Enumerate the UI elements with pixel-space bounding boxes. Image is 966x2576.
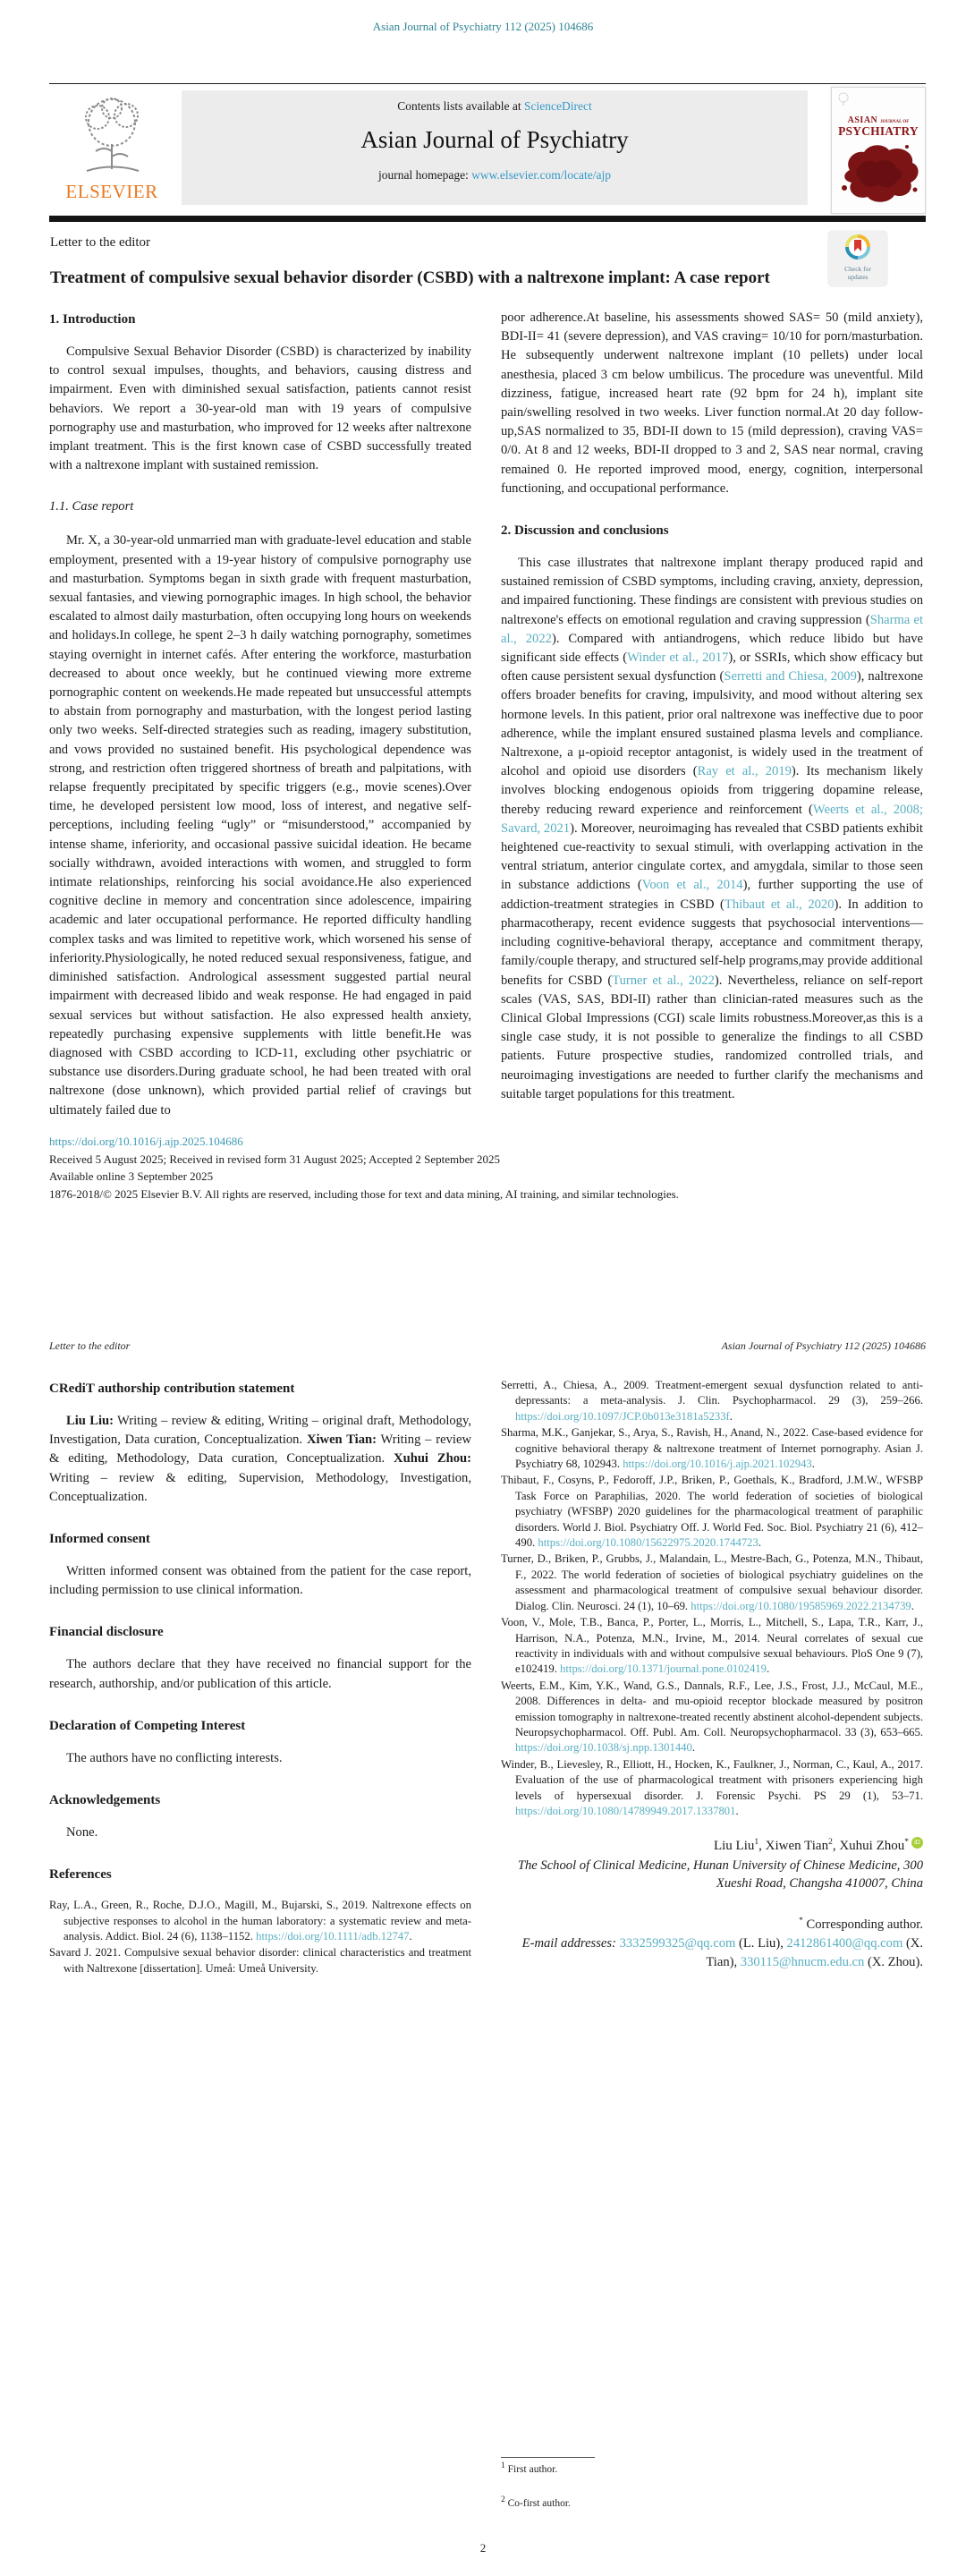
introduction-paragraph: Compulsive Sexual Behavior Disorder (CSBD) is characterized by inability to control sexual impulses, thoughts, and behaviors, causing distress and impairment. Even with diminished sexual satisfaction, patients cannot resist behaviors. We report a 30-year-old man with 19 years of compulsive pornography use and masturbation, who improved for 12 weeks after naltrexone implant treatment. This is the first known case of CSBD successfully treated with a naltrexone implant with sustained remission. [49,344,471,473]
check-for-updates-label: Check for updates [844,265,871,281]
reference-item: Thibaut, F., Cosyns, P., Fedoroff, J.P., Briken, P., Goethals, K., Bradford, J.M.W., WFSBP Task Force on Paraphilias, 2020. The world federation of societies of biological psychiatry (WFSBP) 2020 guidelines for the pharmacological treatment of paraphilic disorders. World J. Biol. Psychiatry Off. J. World Fed. Soc. Biol. Psychiatry 21 (6), 412–490. https://doi.org/10.1080/15622975.2020.1744723. [501,1474,923,1550]
section-heading-acknowledgements: Acknowledgements [49,1793,161,1808]
reference-item: Winder, B., Lievesley, R., Elliott, H., Hocken, K., Faulkner, J., Norman, C., Kaul, A., 2017. Evaluation of the use of pharmacological treatment with prisoners experiencing high levels of hypersexual disorder. J. Forensic Psychi. PS 29 (1), 53–71. https://doi.org/10.1080/14789949.2017.1337801. [501,1757,923,1817]
informed-consent-paragraph: Written informed consent was obtained from the patient for the case report, including permission to use clinical information. [49,1564,471,1598]
copyright-line: 1876-2018/© 2025 Elsevier B.V. All rights are reserved, including those for text and data mining, AI training, and similar technologies. [49,1186,679,1201]
section-heading-credit: CRediT authorship contribution statement [49,1382,295,1396]
journal-homepage-link[interactable]: www.elsevier.com/locate/ajp [471,168,612,182]
inline-link[interactable]: 2412861400@qq.com [786,1936,903,1951]
received-dates: Received 5 August 2025; Received in revised form 31 August 2025; Accepted 2 September 2025 [49,1152,501,1166]
case-report-continuation-paragraph: poor adherence.At baseline, his assessments showed SAS= 50 (mild anxiety), BDI-II= 41 (severe depression), and VAS craving= 10/10 for porn/masturbation. He subsequently underwent naltrexone implant (10 pellets) under local anesthesia, placed 3 cm below umbilicus. The procedure was uneventful. Mild dizziness, fatigue, increased heart rate (92 bpm for 24 h), implant site pain/swelling resolved in two weeks. Liver function normal.At 20 day follow-up,SAS normalized to 35, BDI-II down to 15 (mild depression), craving VAS= 0/0. At 8 and 12 weeks, BDI-II dropped to 3 and 2, SAS near normal, craving remained 0. He reported improved mood, energy, cognition, interpersonal functioning, and occupational performance. [501,310,923,496]
journal-name: Asian Journal of Psychiatry [360,126,629,153]
footnotes [501,2457,886,2510]
reference-item: Turner, D., Briken, P., Grubbs, J., Malandain, L., Mestre-Bach, G., Potenza, M.N., Thibaut, F., 2022. The world federation of societies of biological psychiatry guidelines on the assessment and pharmacological treatment of compulsive sexual behaviour disorder. Dialog. Clin. Neurosci. 24 (1), 10–69. https://doi.org/10.1080/19585969.2022.2134739. [501,1552,923,1612]
author-block [501,1837,923,1892]
page1-footer [49,1133,926,1203]
inline-link[interactable]: https://doi.org/10.1371/journal.pone.0102419 [560,1662,767,1676]
section-heading-competing-interest: Declaration of Competing Interest [49,1718,246,1733]
thick-divider [49,216,926,222]
competing-interest-paragraph: The authors have no conflicting interests. [66,1750,283,1765]
contents-line: Contents lists available at ScienceDirect [397,99,592,113]
inline-link[interactable]: https://doi.org/10.1080/19585969.2022.2134739 [691,1599,911,1612]
inline-link[interactable]: Ray et al., 2019 [697,764,792,779]
subsection-heading-case-report: 1.1. Case report [49,499,134,514]
journal-banner [182,90,808,205]
page2-body [49,1378,926,1977]
inline-link[interactable]: https://doi.org/10.1038/sj.npp.1301440 [515,1741,692,1755]
masthead [49,90,926,210]
inline-link[interactable]: Weerts et al., 2008; Savard, 2021 [501,802,923,836]
reference-item: Sharma, M.K., Ganjekar, S., Arya, S., Ravish, H., Anand, N., 2022. Case-based evidence for cognitive behavioral therapy & naltrexone treatment of Internet pornography. Asian J. Psychiatry 68, 102943. https://doi.org/10.1016/j.ajp.2021.102943. [501,1426,923,1471]
reference-item: Ray, L.A., Green, R., Roche, D.J.O., Magill, M., Bujarski, S., 2019. Naltrexone effects on subjective responses to alcohol in the human laboratory: a systematic review and meta-analysis. Addict. Biol. 24 (6), 1138–1152. https://doi.org/10.1111/adb.12747. [49,1899,471,1943]
acknowledgements-paragraph: None. [66,1825,98,1841]
section-heading-informed-consent: Informed consent [49,1532,150,1547]
available-online: Available online 3 September 2025 [49,1169,214,1183]
article-type-label: Letter to the editor [50,235,151,250]
page1-body [49,309,926,1120]
page2-running-header [49,1339,926,1353]
elsevier-logo[interactable] [49,92,174,208]
check-for-updates-icon [844,234,871,260]
section-heading-references: References [49,1867,112,1883]
page2-right-column [501,1378,923,1977]
article-doi-link[interactable]: https://doi.org/10.1016/j.ajp.2025.104686 [49,1135,243,1148]
email-addresses: E-mail addresses: 3332599325@qq.com (L. Liu), 2412861400@qq.com (X. Tian), 330115@hnucm.edu.cn (X. Zhou). [521,1936,923,1970]
reference-item: Voon, V., Mole, T.B., Banca, P., Porter, L., Morris, L., Mitchell, S., Lapa, T.R., Karr, J., Harrison, N.A., Potenza, M.N., Irvine, M., 2014. Neural correlates of sexual cue reactivity in individuals with and without compulsive sexual behaviours. PloS One 9 (7), e102419. https://doi.org/10.1371/journal.pone.0102419. [501,1616,923,1676]
inline-link[interactable]: Sharma et al., 2022 [501,612,923,646]
discussion-paragraph: This case illustrates that naltrexone implant therapy produced rapid and sustained remission of CSBD symptoms, including craving, anxiety, depression, and impaired functioning. These findings are consistent with previous studies on naltrexone's effects on emotional regulation and craving suppression (Sharma et al., 2022). Compared with antiandrogens, which reduce libido but have significant side effects (Winder et al., 2017), or SSRIs, which show efficacy but often cause persistent sexual dysfunction (Serretti and Chiesa, 2009), naltrexone offers broader benefits for craving, impulsivity, and mood without altering sex hormone levels. In this patient, prior oral naltrexone was ineffective due to poor adherence, while the implant ensured sustained plasma levels and compliance. Naltrexone, a μ-opioid receptor antagonist, is widely used in the treatment of alcohol and opioid use disorders (Ray et al., 2019). Its mechanism likely involves blocking endogenous opioids from triggering dopamine release, thereby reducing reward experience and reinforcement (Weerts et al., 2008; Savard, 2021). Moreover, neuroimaging has revealed that CSBD patients exhibit heightened cue-reactivity to sexual stimuli, with overlapping activation in the ventral striatum, anterior cingulate cortex, and amygdala, similar to those seen in substance addictions (Voon et al., 2014), further supporting the use of addiction-treatment strategies in CSBD (Thibaut et al., 2020). In addition to pharmacotherapy, recent evidence suggests that psychosocial interventions—including cognitive-behavioral therapy, acceptance and commitment therapy, family/couple therapy, and structured self-help programs,may provide additional benefits for CSBD (Turner et al., 2022). Nevertheless, reliance on self-report scales (VAS, SAS, BDI-II) rather than clinician-rated measures such as the Clinical Global Impressions (CGI) scale limits robustness.Moreover,as this is a single case study, it is not possible to generalize the findings to all CSBD patients. Future prospective studies, randomized controlled trials, and neuroimaging investigations are needed to further clarify the mechanisms and suitable target populations for this treatment. [501,556,924,1101]
footnote-divider [501,2457,595,2458]
sciencedirect-link[interactable]: ScienceDirect [524,99,592,113]
corresponding-author-note: * Corresponding author. [799,1917,923,1933]
footnote-first-author: $^1$ First author. [501,2461,558,2475]
inline-link[interactable]: https://doi.org/10.1016/j.ajp.2021.102943 [623,1458,812,1471]
inline-link[interactable]: 330115@hnucm.edu.cn [740,1955,865,1970]
inline-link[interactable]: 3332599325@qq.com [619,1936,736,1951]
page2-left-column [49,1378,471,1977]
reference-item: Serretti, A., Chiesa, A., 2009. Treatment-emergent sexual dysfunction related to anti-depressants: a meta-analysis. J. Clin. Psychopharmacol. 29 (3), 259–266. https://doi.org/10.1097/JCP.0b013e3181a5233f. [501,1379,923,1423]
inline-link[interactable]: Thibaut et al., 2020 [724,897,835,912]
inline-link[interactable]: https://doi.org/10.1080/14789949.2017.1337801 [515,1804,736,1817]
page1-left-column [49,309,471,1120]
reference-item: Savard J. 2021. Compulsive sexual behavior disorder: clinical characteristics and treatment with Naltrexone [dissertation]. Umeå: Umeå University. [49,1946,471,1975]
reference-item: Weerts, E.M., Kim, Y.K., Wand, G.S., Dannals, R.F., Lee, J.S., Frost, J.J., McCaul, M.E., 2008. Differences in delta- and mu-opioid receptor blockade measured by positron emission tomography in naltrexone-treated recently abstinent alcohol-dependent subjects. Neuropsychopharmacol. Off. Publ. Am. Coll. Neuropsychopharmacol. 33 (3), 653–665. https://doi.org/10.1038/sj.npp.1301440. [501,1679,923,1755]
inline-link[interactable]: https://doi.org/10.1111/adb.12747 [256,1930,410,1943]
homepage-line: journal homepage: www.elsevier.com/locate/ajp [377,168,612,182]
elsevier-wordmark: ELSEVIER [65,181,158,202]
cover-publisher-mark-icon [837,92,850,106]
section-heading-financial-disclosure: Financial disclosure [49,1625,164,1640]
section-heading-discussion: 2. Discussion and conclusions [501,523,669,539]
page-number: 2 [479,2541,487,2555]
journal-citation-header: Asian Journal of Psychiatry 112 (2025) 104686 [372,20,594,33]
page1-right-column [501,309,923,1120]
correspondence-block [501,1916,923,1972]
author-names: Liu Liu$^1$, Xiwen Tian$^2$, Xuhui Zhou* [713,1838,909,1854]
header-divider [49,83,926,84]
journal-cover-thumbnail[interactable] [831,87,926,214]
author-affiliation: The School of Clinical Medicine, Hunan University of Chinese Medicine, 300 Xueshi Road, Changsha 410007, China [517,1858,923,1892]
elsevier-tree-icon [71,92,153,178]
case-report-paragraph: Mr. X, a 30-year-old unmarried man with graduate-level education and stable employment, presented with a 19-year history of compulsive pornography use and masturbation. Symptoms began in sixth grade with frequent masturbation, sexual fantasies, and viewing pornographic images. In high school, the behavior escalated to almost daily masturbation, often occupying long hours on weekends and holidays.In college, he spent 2–3 h daily watching pornography, sometimes staying overnight in internet cafés. After entering the workforce, masturbation decreased to about once weekly, but he continued viewing more extreme pornographic content on weekends.He made repeated but unsuccessful attempts to abstain from pornography and masturbation, with the longest period lasting only two weeks. Self-directed strategies such as reading, imagery substitution, and vows provided no sustained benefit. His psychological dependence was strong, and restriction often triggered shortness of breath and palpitations, with relapse frequently precipitated by specific triggers (e.g., movie scenes).Over time, he developed persistent low mood, loss of interest, and negative self-perceptions, including feeling “ugly” or “misunderstood,” accompanied by intense shame, inferiority, and occasional passive suicidal ideation. He became socially withdrawn, avoided interactions with women, and struggled to form intimate relationships, reinforcing his social avoidance.He also experienced cognitive decline in memory and concentration since adolescence, impairing academic and later occupational performance. He reported difficulty handling complex tasks and was limited to repetitive work, which worsened his sense of inferiority.Physiologically, he noted reduced sexual responsiveness, fatigue, and diminished satisfaction. Andrological assessment suggested partial neural impairment with decreased libido and weak response. He had engaged in paid sexual services but without satisfaction. He also expressed health anxiety, repeatedly purchasing expensive supplements with little benefit.He was diagnosed with CSBD according to ICD-11, excluding other psychiatric or substance use disorders.During graduate school, he had been treated with oral naltrexone (dose unknown), which provided partial relief of cravings but ultimately failed due to [49,533,471,1118]
footnote-cofirst-author: $^2$ Co-first author. [501,2495,571,2509]
financial-disclosure-paragraph: The authors declare that they have received no financial support for the research, authorship, and/or publication of this article. [49,1657,471,1691]
orcid-icon[interactable]: iD [911,1837,923,1849]
inline-link[interactable]: Serretti and Chiesa, 2009 [724,669,857,684]
check-for-updates-badge[interactable] [828,231,887,286]
running-header-citation: Asian Journal of Psychiatry 112 (2025) 104686 [721,1339,926,1352]
inline-link[interactable]: Winder et al., 2017 [627,650,729,666]
cover-artwork [832,134,925,209]
cover-title: ASIAN JOURNAL OF PSYCHIATRY [838,115,919,139]
running-header-article-type: Letter to the editor [49,1339,131,1352]
inline-link[interactable]: https://doi.org/10.1080/15622975.2020.1744723 [538,1536,758,1550]
inline-link[interactable]: Voon et al., 2014 [641,878,743,893]
inline-link[interactable]: Turner et al., 2022 [612,973,715,988]
inline-link[interactable]: https://doi.org/10.1097/JCP.0b013e3181a5233f [515,1409,730,1423]
section-heading-introduction: 1. Introduction [49,312,136,327]
article-title: Treatment of compulsive sexual behavior disorder (CSBD) with a naltrexone implant: A case report [50,268,770,287]
credit-paragraph: Liu Liu: Writing – review & editing, Writing – original draft, Methodology, Investigation, Data curation, Conceptualization. Xiwen Tian: Writing – review & editing, Methodology, Data curation, Conceptualization. Xuhui Zhou: Writing – review & editing, Supervision, Methodology, Investigation, Conceptualization. [49,1414,472,1504]
